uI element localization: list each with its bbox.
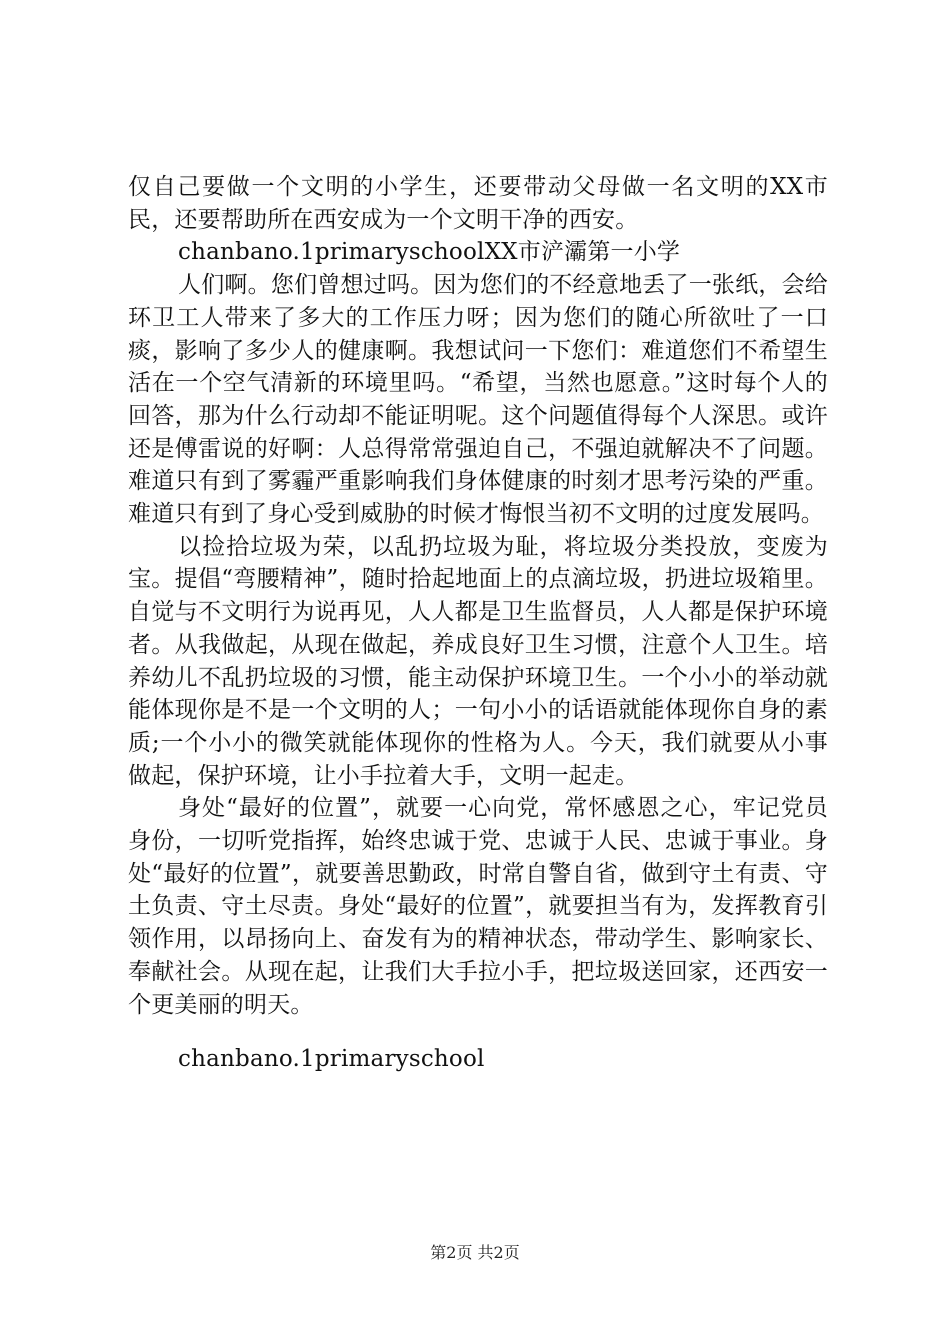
paragraph-continuation: 仅自己要做一个文明的小学生，还要带动父母做一名文明的XX市民，还要帮助所在西安成为一个文明干净的西安。 [128,174,828,233]
paragraph-best-position: 身处“最好的位置”，就要一心向党，常怀感恩之心，牢记党员身份，一切听党指挥，始终忠诚于党、忠诚于人民、忠诚于事业。身处“最好的位置”，就要善思勤政，时常自警自省，做到守土有责、守土负责、守土尽责。身处“最好的位置”，就要担当有为，发挥教育引领作用，以昂扬向上、奋发有为的精神状态，带动学生、影响家长、奉献社会。从现在起，让我们大手拉小手，把垃圾送回家，还西安一个更美丽的明天。 [128,795,828,1018]
page-number-footer: 第2页 共2页 [430,1243,520,1262]
paragraph-closing-signature: chanbano.1primaryschool [178,1046,485,1073]
paragraph-garbage-initiative: 以捡拾垃圾为荣，以乱扔垃圾为耻，将垃圾分类投放，变废为宝。提倡“弯腰精神”，随时拾起地面上的点滴垃圾，扔进垃圾箱里。自觉与不文明行为说再见，人人都是卫生监督员，人人都是保护环境者。从我做起，从现在做起，养成良好卫生习惯，注意个人卫生。培养幼儿不乱扔垃圾的习惯，能主动保护环境卫生。一个小小的举动就能体现你是不是一个文明的人；一句小小的话语就能体现你自身的素质;一个小小的微笑就能体现你的性格为人。今天，我们就要从小事做起，保护环境，让小手拉着大手，文明一起走。 [128,533,828,789]
paragraph-school-signature: chanbano.1primaryschoolXX市浐灞第一小学 [178,239,681,266]
paragraph-questions: 人们啊。您们曾想过吗。因为您们的不经意地丢了一张纸，会给环卫工人带来了多大的工作压力呀；因为您们的随心所欲吐了一口痰，影响了多少人的健康啊。我想试问一下您们：难道您们不希望生活在一个空气清新的环境里吗。“希望，当然也愿意。”这时每个人的回答，那为什么行动却不能证明呢。这个问题值得每个人深思。或许还是傅雷说的好啊：人总得常常强迫自己，不强迫就解决不了问题。难道只有到了雾霾严重影响我们身体健康的时刻才思考污染的严重。难道只有到了身心受到威胁的时候才悔恨当初不文明的过度发展吗。 [128,272,828,528]
document-body [128,171,828,1076]
